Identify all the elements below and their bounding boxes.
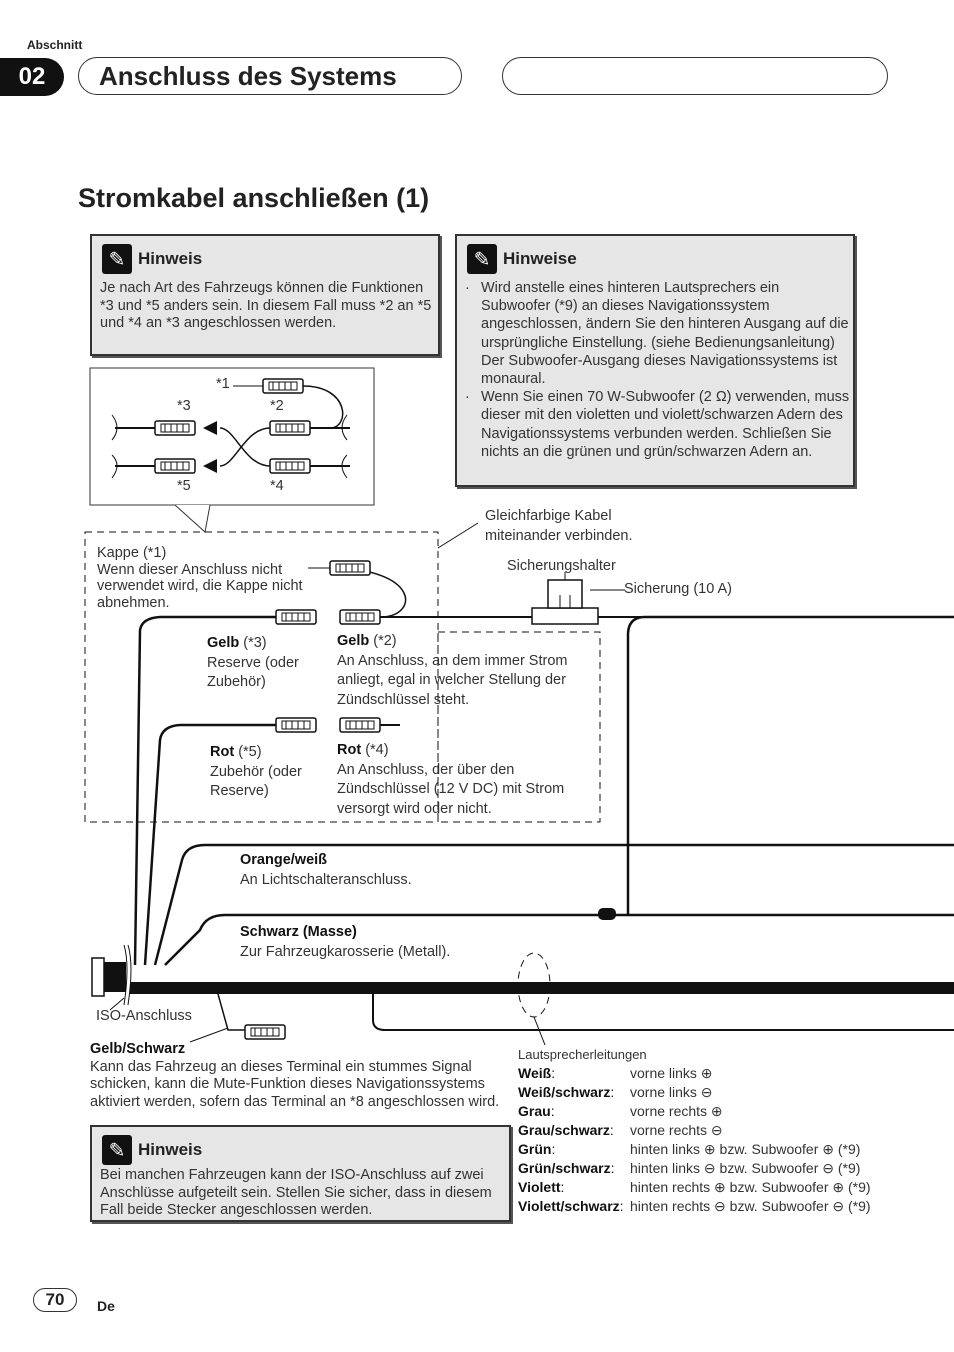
- speaker-lead-desc: vorne rechts ⊕: [630, 1103, 723, 1119]
- speaker-lead-row: [518, 1064, 871, 1083]
- inset-label-1: *1: [216, 376, 230, 392]
- speaker-lead-row: [518, 1083, 871, 1102]
- iso-connector-label: ISO-Anschluss: [96, 1008, 192, 1024]
- speaker-lead-color: Grau/schwarz:: [518, 1122, 614, 1138]
- note-body: Bei manchen Fahrzeugen kann der ISO-Anschluss auf zwei Anschlüsse aufgeteilt sein. Stellen Sie sicher, dass in diesem Fall beide Stecker angeschlossen werden.: [100, 1167, 492, 1218]
- speaker-lead-desc: vorne links ⊕: [630, 1065, 713, 1081]
- speaker-lead-row: [518, 1121, 871, 1140]
- note-title: Hinweis: [138, 249, 203, 268]
- same-color-label: Gleichfarbige Kabel miteinander verbinden.: [485, 508, 633, 544]
- speaker-lead-color: Grün/schwarz:: [518, 1160, 615, 1176]
- wire-desc: Kann das Fahrzeug an dieses Terminal ein stummes Signal schicken, kann die Mute-Funktion dieses Navigationssystems aktiviert werden, sofern das Terminal an *8 angeschlossen wird.: [90, 1058, 500, 1110]
- speaker-lead-desc: hinten links ⊕ bzw. Subwoofer ⊕ (*9): [630, 1141, 861, 1157]
- wire-desc: Zur Fahrzeugkarosserie (Metall).: [240, 943, 451, 960]
- speaker-lead-desc: hinten links ⊖ bzw. Subwoofer ⊖ (*9): [630, 1160, 861, 1176]
- fuse-holder-label: Sicherungshalter: [507, 558, 616, 574]
- speaker-lead-desc: vorne links ⊖: [630, 1084, 713, 1100]
- speaker-lead-color: Violett/schwarz:: [518, 1198, 624, 1214]
- yellow-black-label: [90, 1041, 515, 1111]
- pencil-note-icon: ✎: [467, 244, 497, 274]
- pencil-note-icon: ✎: [102, 1135, 132, 1165]
- wire-color-name: Gelb: [337, 633, 370, 649]
- note-bullet: · Wenn Sie einen 70 W-Subwoofer (2 Ω) verwenden, muss dieser mit den violetten und violett/schwarzen Adern des Navigationssystems verbunden werden. Schließen Sie nichts an die grünen und grün/schwarzen Adern an.: [465, 388, 850, 461]
- note-box-hinweise: [455, 234, 855, 487]
- speaker-lead-desc: hinten rechts ⊖ bzw. Subwoofer ⊖ (*9): [630, 1198, 871, 1214]
- speaker-lead-desc: vorne rechts ⊖: [630, 1122, 723, 1138]
- section-number-badge: 02: [0, 58, 64, 96]
- note-body: Je nach Art des Fahrzeugs können die Funktionen *3 und *5 anders sein. In diesem Fall muss *2 an *5 und *4 an *3 angeschlossen werden.: [100, 280, 432, 331]
- page-title: Stromkabel anschließen (1): [78, 183, 430, 213]
- inset-diagram: [90, 368, 374, 532]
- pencil-note-icon: ✎: [102, 244, 132, 274]
- note-box-hinweis: [90, 234, 440, 356]
- wire-color-name: Schwarz (Masse): [240, 924, 357, 940]
- wire-color-name: Orange/weiß: [240, 852, 328, 868]
- speaker-lead-color: Grün:: [518, 1141, 556, 1157]
- red-4-label: [337, 741, 597, 819]
- wire-color-name: Gelb/Schwarz: [90, 1041, 186, 1057]
- page-number: 70: [33, 1288, 77, 1312]
- note-bullet: · Wird anstelle eines hinteren Lautsprechers ein Subwoofer (*9) an dieses Navigationssystem angeschlossen, ändern Sie den hinteren Ausgang auf die ursprüngliche Einstellung. (siehe Bedienungsanleitung) Der Subwoofer-Ausgang dieses Navigationssystems ist monaural.: [465, 279, 850, 388]
- speaker-lead-row: [518, 1159, 871, 1178]
- note-title: Hinweise: [503, 249, 577, 268]
- speaker-lead-row: [518, 1140, 871, 1159]
- wire-desc: An Anschluss, der über den Zündschlüssel (12 V DC) mit Strom versorgt wird oder nicht.: [337, 761, 565, 817]
- yellow-2-label: [337, 632, 597, 710]
- note-title: Hinweis: [138, 1140, 203, 1159]
- language-code: De: [97, 1298, 115, 1314]
- yellow-3-label: [207, 634, 317, 693]
- inset-label-2: *2: [270, 398, 284, 414]
- speaker-lead-color: Weiß/schwarz:: [518, 1084, 615, 1100]
- black-ground-label: [240, 923, 450, 962]
- cap-label: Kappe (*1) Wenn dieser Anschluss nicht verwendet wird, die Kappe nicht abnehmen.: [97, 545, 303, 611]
- inset-label-4: *4: [270, 478, 284, 494]
- wire-ref: (*2): [369, 633, 397, 649]
- speaker-lead-color: Weiß:: [518, 1065, 556, 1081]
- red-5-label: [210, 743, 320, 802]
- speaker-lead-row: [518, 1197, 871, 1216]
- wire-ref: (*4): [361, 742, 389, 758]
- speaker-leads-title: Lautsprecherleitungen: [518, 1047, 647, 1062]
- section-label: Abschnitt: [27, 38, 83, 52]
- speaker-lead-row: [518, 1178, 871, 1197]
- speaker-lead-desc: hinten rechts ⊕ bzw. Subwoofer ⊕ (*9): [630, 1179, 871, 1195]
- wire-desc: Reserve (oder Zubehör): [207, 654, 299, 690]
- wire-color-name: Rot: [210, 744, 235, 760]
- orange-white-label: [240, 851, 412, 890]
- inset-label-5: *5: [177, 478, 191, 494]
- speaker-leads-legend: [518, 1045, 871, 1216]
- wire-ref: (*5): [234, 744, 262, 760]
- wire-color-name: Gelb: [207, 635, 240, 651]
- chapter-title: Anschluss des Systems: [78, 57, 462, 95]
- speaker-lead-color: Violett:: [518, 1179, 565, 1195]
- note-box-hinweis-bottom: [90, 1125, 511, 1222]
- wire-desc: Zubehör (oder Reserve): [210, 763, 302, 799]
- wire-color-name: Rot: [337, 742, 362, 758]
- speaker-lead-color: Grau:: [518, 1103, 555, 1119]
- wire-ref: (*3): [239, 635, 267, 651]
- wire-desc: An Anschluss, an dem immer Strom anliegt, egal in welcher Stellung der Zündschlüssel steht.: [337, 652, 568, 708]
- fuse-label: Sicherung (10 A): [624, 581, 733, 597]
- wire-desc: An Lichtschalteranschluss.: [240, 871, 412, 888]
- inset-label-3: *3: [177, 398, 191, 414]
- speaker-lead-row: [518, 1102, 871, 1121]
